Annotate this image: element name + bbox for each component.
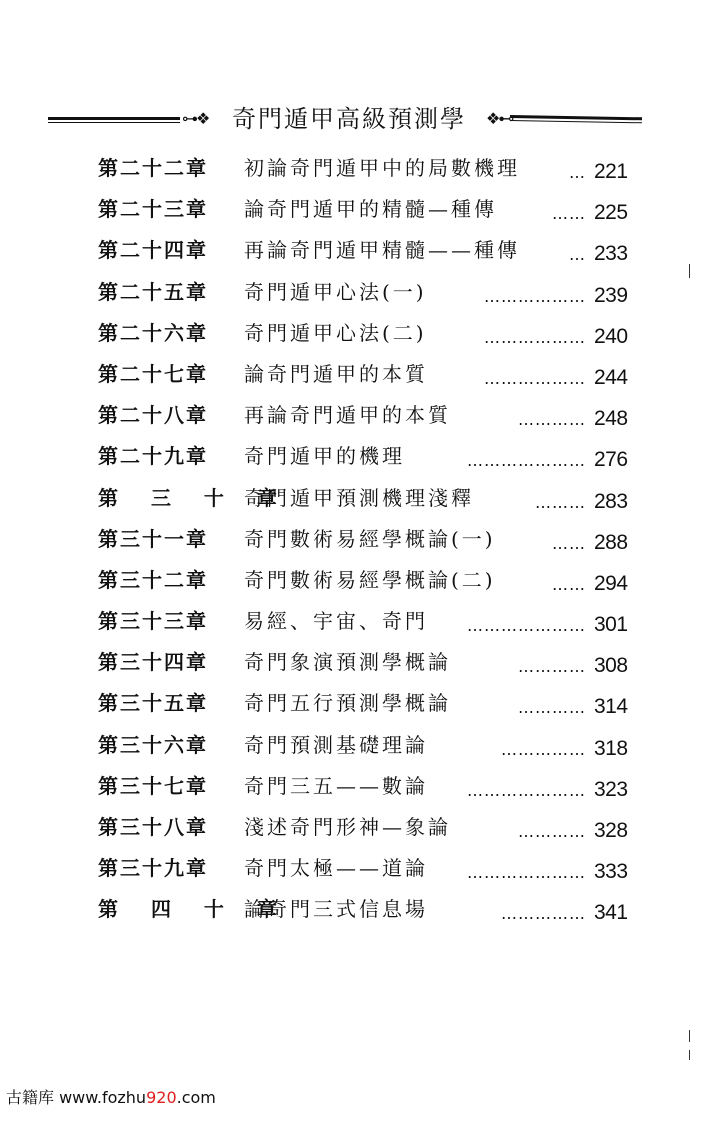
chapter-title: 奇門遁甲心法(一)	[244, 279, 427, 304]
margin-mark-upper	[689, 264, 690, 278]
leader-dots: …………………	[467, 616, 586, 636]
leader-dots: …………	[518, 822, 586, 841]
page-number: 294	[594, 571, 628, 595]
chapter-title: 論奇門遁甲的精髓—種傳	[244, 197, 497, 222]
leader-dots: …………	[518, 657, 586, 677]
chapter-number: 第三十九章	[98, 856, 208, 881]
margin-mark-lower-2	[689, 1050, 690, 1060]
leader-dots: …………	[518, 410, 586, 430]
leader-dots: …………………	[467, 451, 586, 471]
chapter-title: 初論奇門遁甲中的局數機理	[244, 156, 520, 180]
toc-entry	[94, 397, 654, 438]
chapter-number: 第二十二章	[98, 156, 208, 180]
chapter-title: 再論奇門遁甲的本質	[244, 403, 451, 428]
header-rule-right	[510, 115, 642, 123]
page-number: 301	[594, 613, 628, 637]
chapter-number: 第三十四章	[98, 650, 208, 675]
toc-entry	[94, 768, 654, 809]
toc-entry	[94, 315, 654, 356]
toc-entry	[94, 150, 654, 191]
leader-dots: …………	[518, 698, 586, 718]
chapter-title: 奇門數術易經學概論(二)	[244, 567, 496, 592]
chapter-number: 第二十九章	[98, 444, 208, 469]
page-number: 333	[594, 860, 628, 884]
page-number: 314	[594, 695, 628, 719]
toc-entry	[94, 644, 654, 685]
leader-dots: ………………	[484, 327, 586, 347]
toc-entry	[94, 603, 654, 644]
chapter-number: 第三十一章	[98, 526, 208, 551]
toc-entry	[94, 274, 654, 315]
chapter-number: 第三十五章	[98, 691, 208, 716]
leader-dots: ………………	[484, 368, 586, 388]
chapter-number: 第二十七章	[98, 361, 208, 386]
toc-entry	[94, 356, 654, 397]
toc-entry	[94, 521, 654, 562]
watermark-prefix: 古籍库 www.fozhu	[6, 1088, 147, 1107]
leader-dots: ……	[552, 574, 586, 594]
page-number: 240	[594, 324, 628, 348]
chapter-title: 淺述奇門形神—象論	[244, 815, 451, 839]
leader-dots: ……………	[501, 739, 586, 759]
leader-dots: …	[569, 245, 586, 265]
chapter-title: 論奇門三式信息場	[244, 897, 428, 922]
leader-dots: ……	[552, 204, 586, 224]
chapter-title: 奇門太極——道論	[244, 856, 428, 881]
chapter-number: 第三十二章	[98, 567, 208, 592]
watermark-number: 920	[146, 1088, 177, 1107]
toc-entry	[94, 562, 654, 603]
toc-entry	[94, 438, 654, 479]
leader-dots: …………………	[467, 863, 586, 883]
page-number: 248	[594, 407, 628, 431]
table-of-contents	[94, 150, 654, 933]
page-number: 244	[594, 365, 628, 389]
page-number: 308	[594, 654, 628, 678]
chapter-title: 奇門三五——數論	[244, 773, 428, 798]
leader-dots: ………	[535, 492, 586, 512]
chapter-title: 論奇門遁甲的本質	[244, 361, 428, 386]
chapter-title: 奇門數術易經學概論(一)	[244, 526, 496, 551]
chapter-title: 奇門象演預測學概論	[244, 650, 451, 675]
toc-entry	[94, 850, 654, 891]
page-number: 318	[594, 736, 628, 760]
page-number: 225	[594, 201, 628, 225]
page-number: 276	[594, 448, 628, 472]
leader-dots: …	[569, 163, 586, 182]
leader-dots: …………………	[467, 780, 586, 800]
chapter-number: 第三十七章	[98, 773, 208, 798]
toc-entry	[94, 809, 654, 850]
toc-entry	[94, 891, 654, 932]
page-header	[48, 104, 642, 140]
page-number: 328	[594, 819, 628, 842]
page-number: 221	[594, 160, 628, 183]
margin-mark-lower-1	[689, 1030, 690, 1042]
toc-entry	[94, 727, 654, 768]
chapter-title: 奇門遁甲預測機理淺釋	[244, 485, 474, 510]
chapter-number: 第二十六章	[98, 320, 208, 345]
page-number: 233	[594, 242, 628, 266]
chapter-number: 第二十五章	[98, 279, 208, 304]
page-title: 奇門遁甲高級預測學	[232, 105, 466, 133]
chapter-title: 奇門遁甲心法(二)	[244, 320, 427, 345]
toc-entry	[94, 191, 654, 232]
chapter-number: 第二十三章	[98, 197, 208, 222]
page-number: 341	[594, 901, 628, 925]
page-number: 288	[594, 530, 628, 554]
chapter-number: 第二十八章	[98, 403, 208, 428]
page-number: 323	[594, 777, 628, 801]
footer-watermark	[6, 1086, 216, 1110]
header-ornament-left-icon: ⊶❖	[182, 109, 209, 128]
watermark-suffix: .com	[176, 1088, 216, 1107]
chapter-title: 易經、宇宙、奇門	[244, 609, 428, 634]
chapter-number: 第三十八章	[98, 815, 208, 839]
chapter-number: 第 四 十 章	[98, 897, 290, 922]
chapter-number: 第三十三章	[98, 609, 208, 634]
leader-dots: ……………	[501, 904, 586, 924]
header-ornament-right-icon: ❖⊷	[486, 109, 513, 128]
chapter-title: 奇門遁甲的機理	[244, 444, 405, 469]
leader-dots: ………………	[484, 286, 586, 306]
toc-entry	[94, 232, 654, 273]
chapter-number: 第 三 十 章	[98, 485, 290, 510]
chapter-number: 第二十四章	[98, 238, 208, 263]
page-number: 283	[594, 489, 628, 513]
chapter-number: 第三十六章	[98, 732, 208, 757]
toc-entry	[94, 480, 654, 521]
chapter-title: 再論奇門遁甲精髓——種傳	[244, 238, 520, 263]
leader-dots: ……	[552, 533, 586, 553]
chapter-title: 奇門預測基礎理論	[244, 732, 428, 757]
toc-entry	[94, 685, 654, 726]
header-rule-left	[48, 117, 180, 123]
page-number: 239	[594, 283, 628, 307]
chapter-title: 奇門五行預測學概論	[244, 691, 451, 716]
